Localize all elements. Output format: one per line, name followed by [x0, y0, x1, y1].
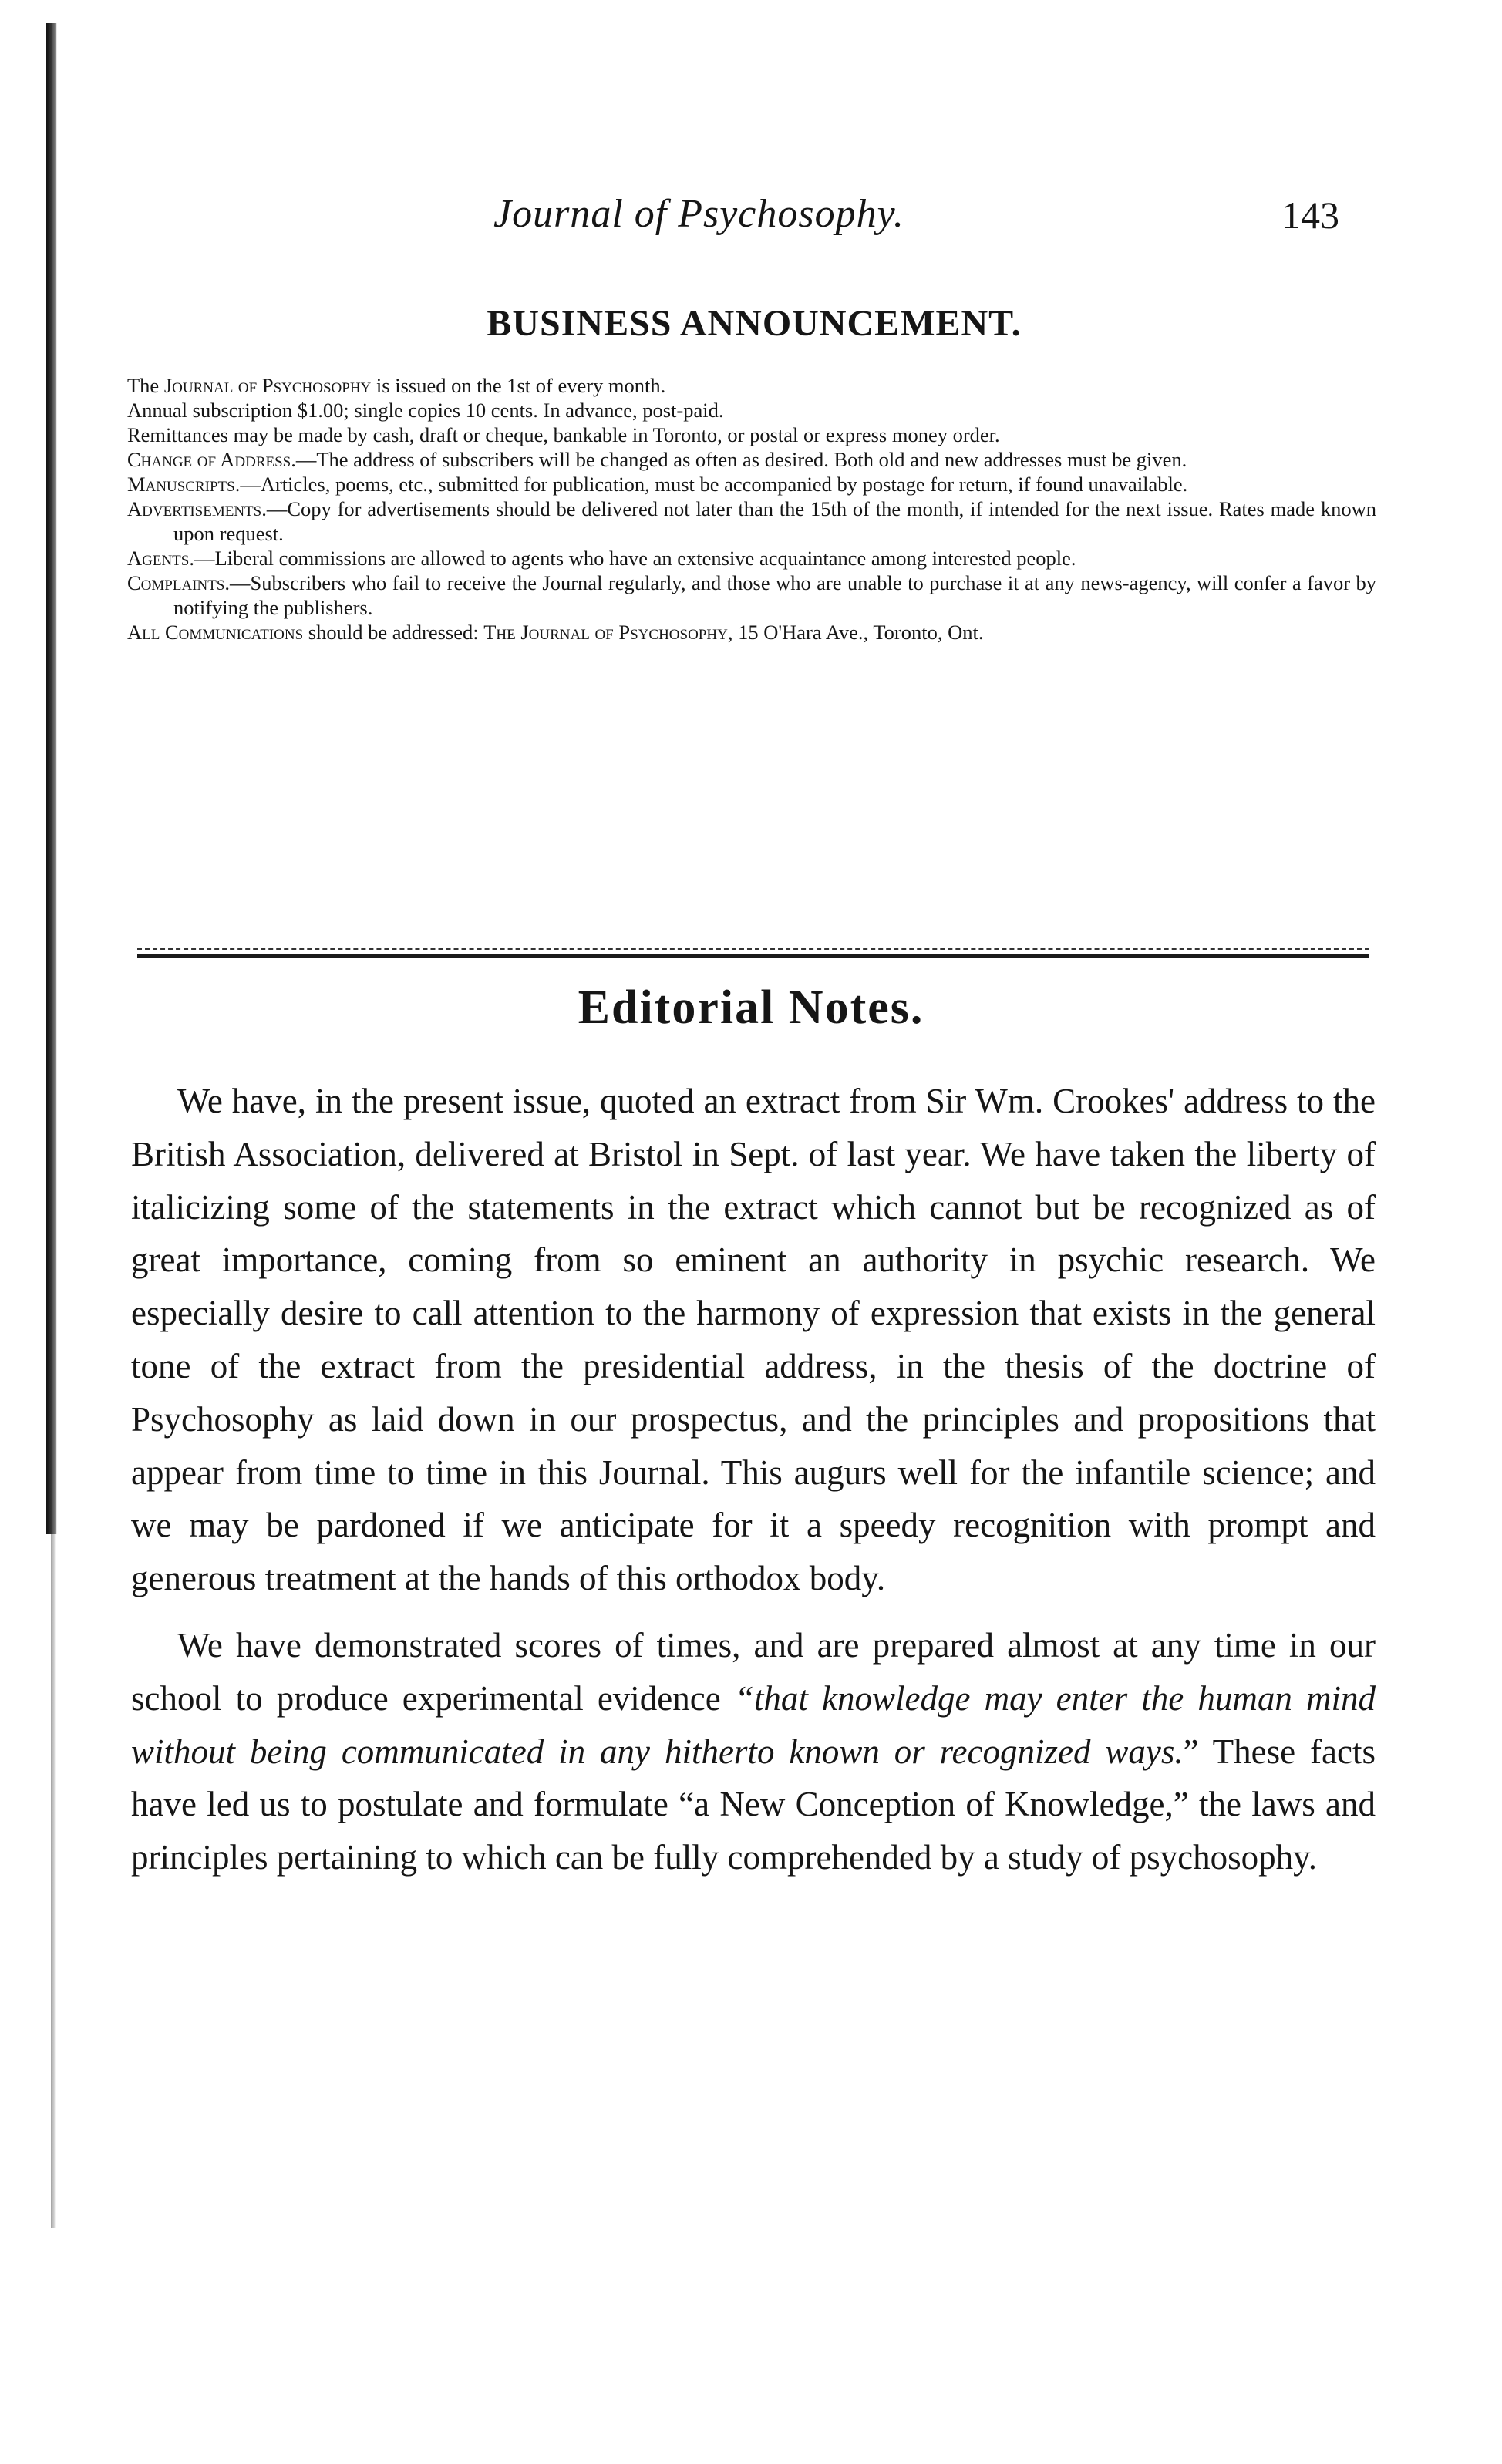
- announcement-title: BUSINESS ANNOUNCEMENT.: [487, 303, 1022, 344]
- announcement-line: Remittances may be made by cash, draft or cheque, bankable in Toronto, or postal or express money order.: [127, 423, 1000, 446]
- divider-solid-line: [137, 954, 1369, 958]
- section-divider: [137, 942, 1369, 953]
- announcement-item-manuscripts: Manuscripts.—Articles, poems, etc., submitted for publication, must be accompanied by postage for return, if found unavailable.: [127, 473, 1188, 496]
- announcement-item-communications: All Communications should be addressed: The Journal of Psychosophy, 15 O'Hara Ave., Toronto, Ont.: [127, 621, 984, 644]
- italic-quotation: “that knowledge may enter the human mind without being communicated in any hitherto known or recognized ways.: [131, 1678, 1376, 1771]
- binding-edge: [46, 23, 57, 1534]
- editorial-paragraph: We have, in the present issue, quoted an extract from Sir Wm. Crookes' address to the British Association, delivered at Bristol in Sept. of last year. We have taken the liberty of italicizing some of the statements in the extract which cannot but be recognized as of great importance, coming from so eminent an authority in psychic research. We especially desire to call attention to the harmony of expression that exists in the general tone of the extract from the presidential address, in the thesis of the doctrine of Psychosophy as laid down in our prospectus, and the principles and propositions that appear from time to time in this Journal. This augurs well for the infantile science; and we may be pardoned if we anticipate for it a speedy recognition with prompt and generous treatment at the hands of this orthodox body.: [131, 1082, 1376, 1598]
- announcement-line: The Journal of Psychosophy is issued on the 1st of every month.: [127, 374, 666, 397]
- announcement-item-complaints: Complaints.—Subscribers who fail to receive the Journal regularly, and those who are unable to purchase it at any news-agency, will confer a favor by notifying the publishers.: [127, 571, 1376, 619]
- binding-edge-shadow: [51, 1534, 56, 2228]
- business-announcement: [127, 373, 1376, 645]
- journal-name: The Journal of Psychosophy: [483, 621, 728, 644]
- journal-name: Journal of Psychosophy: [163, 374, 372, 397]
- journal-title: Journal of Psychosophy.: [493, 192, 904, 236]
- editorial-paragraph: We have demonstrated scores of times, and are prepared almost at any time in our school to produce experimental evidence “that knowledge may enter the human mind without being communicated in any hitherto known or recognized ways.” These facts have led us to postulate and formulate “a New Conception of Knowledge,” the laws and principles pertaining to which can be fully comprehended by a study of psychosophy.: [131, 1625, 1376, 1877]
- item-label: Change of Address.: [127, 448, 296, 471]
- item-label: All Communications: [127, 621, 304, 644]
- item-label: Agents.: [127, 547, 194, 570]
- divider-dashed-line: [137, 948, 1369, 950]
- page-number: 143: [1281, 194, 1339, 237]
- running-head: [0, 191, 1502, 245]
- announcement-line: Annual subscription $1.00; single copies 10 cents. In advance, post-paid.: [127, 399, 724, 422]
- editorial-heading: Editorial Notes.: [578, 981, 924, 1034]
- announcement-item-change-of-address: Change of Address.—The address of subscribers will be changed as often as desired. Both old and new addresses must be given.: [127, 448, 1187, 471]
- editorial-notes: [131, 1075, 1376, 1884]
- announcement-item-agents: Agents.—Liberal commissions are allowed to agents who have an extensive acquaintance among interested people.: [127, 547, 1076, 570]
- item-label: Advertisements.: [127, 497, 267, 520]
- item-label: Complaints.: [127, 571, 231, 594]
- announcement-item-advertisements: Advertisements.—Copy for advertisements should be delivered not later than the 15th of the month, if intended for the next issue. Rates made known upon request.: [127, 497, 1376, 545]
- item-label: Manuscripts.: [127, 473, 241, 496]
